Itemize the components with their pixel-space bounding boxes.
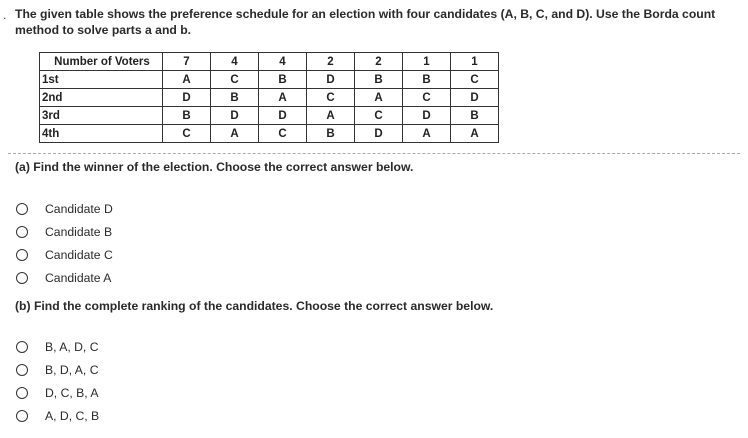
table-cell: D [403,107,451,125]
part-b-option[interactable] [16,335,99,358]
table-cell: C [259,125,307,143]
preference-schedule-table [39,52,499,143]
rank-label: 3rd [40,107,163,125]
part-a-option[interactable] [16,243,113,266]
voter-count: 2 [307,53,355,71]
part-b-prompt: (b) Find the complete ranking of the candidates. Choose the correct answer below. [15,299,494,313]
radio-button-icon[interactable] [16,203,28,215]
voter-count: 2 [355,53,403,71]
table-cell: C [451,71,499,89]
option-label: B, A, D, C [45,339,99,354]
part-b-option[interactable] [16,381,99,404]
table-cell: A [211,125,259,143]
option-label: D, C, B, A [45,385,99,400]
voter-count: 4 [259,53,307,71]
option-label: Candidate A [45,270,112,285]
radio-button-icon[interactable] [16,364,28,376]
section-divider [8,153,740,154]
table-cell: A [451,125,499,143]
table-cell: D [307,71,355,89]
radio-button-icon[interactable] [16,226,28,238]
table-row [40,125,499,143]
table-cell: C [355,107,403,125]
table-cell: D [163,89,211,107]
table-cell: B [403,71,451,89]
table-cell: B [355,71,403,89]
table-row [40,107,499,125]
part-b-option[interactable] [16,404,99,427]
table-cell: D [355,125,403,143]
bullet-mark: . [3,8,7,22]
part-b-options [16,335,99,427]
voter-count: 1 [451,53,499,71]
rank-label: 4th [40,125,163,143]
part-a-option[interactable] [16,197,113,220]
table-cell: B [163,107,211,125]
radio-button-icon[interactable] [16,341,28,353]
option-label: Candidate C [45,247,113,262]
option-label: Candidate D [45,201,113,216]
option-label: B, D, A, C [45,362,99,377]
table-cell: D [211,107,259,125]
voter-count: 4 [211,53,259,71]
table-row [40,71,499,89]
table-cell: C [211,71,259,89]
part-a-option[interactable] [16,266,113,289]
table-header-row [40,53,499,71]
table-cell: C [307,89,355,107]
voter-count: 1 [403,53,451,71]
part-a-prompt: (a) Find the winner of the election. Choose the correct answer below. [15,160,414,174]
table-cell: A [307,107,355,125]
table-cell: B [451,107,499,125]
table-cell: A [355,89,403,107]
rank-label: 1st [40,71,163,89]
radio-button-icon[interactable] [16,410,28,422]
table-cell: A [403,125,451,143]
table-cell: A [163,71,211,89]
option-label: A, D, C, B [45,408,100,423]
option-label: Candidate B [45,224,113,239]
table-cell: B [259,71,307,89]
table-cell: C [163,125,211,143]
part-a-options [16,197,113,289]
rank-label: 2nd [40,89,163,107]
table-cell: D [451,89,499,107]
table-row [40,89,499,107]
radio-button-icon[interactable] [16,387,28,399]
radio-button-icon[interactable] [16,272,28,284]
table-cell: B [307,125,355,143]
header-label: Number of Voters [40,53,163,71]
table-cell: D [259,107,307,125]
table-cell: B [211,89,259,107]
table-cell: A [259,89,307,107]
part-a-option[interactable] [16,220,113,243]
part-b-option[interactable] [16,358,99,381]
table-cell: C [403,89,451,107]
radio-button-icon[interactable] [16,249,28,261]
voter-count: 7 [163,53,211,71]
problem-statement: The given table shows the preference schedule for an election with four candidates (A, B, C, and D). Use the Borda count method to solve parts a and b. [15,7,716,37]
